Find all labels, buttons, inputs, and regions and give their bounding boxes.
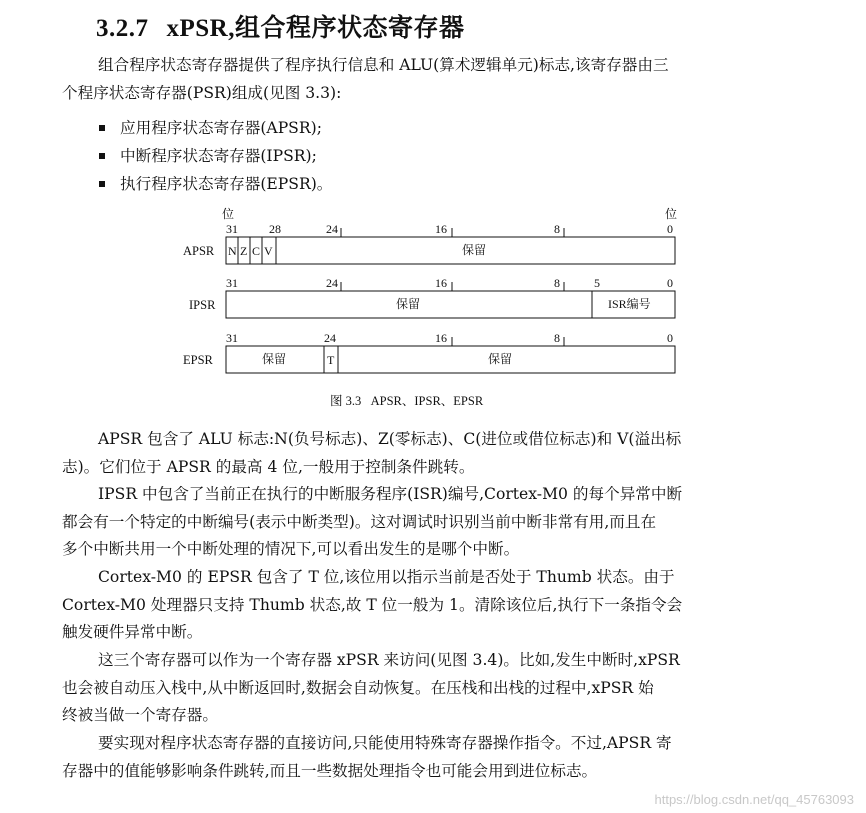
tick-label: 24 — [324, 331, 336, 345]
paragraph-line: 都会有一个特定的中断编号(表示中断类型)。这对调试时识别当前中断非常有用,而且在 — [62, 512, 657, 531]
section-heading — [96, 8, 464, 44]
paragraph-line: 多个中断共用一个中断处理的情况下,可以看出发生的是哪个中断。 — [62, 540, 520, 558]
bit-word-left: 位 — [222, 207, 235, 221]
paragraph-line: IPSR 中包含了当前正在执行的中断服务程序(ISR)编号,Cortex-M0 的每个异常中断 — [98, 485, 683, 503]
apsr-label: APSR — [183, 244, 215, 258]
tick-label: 31 — [226, 276, 238, 290]
list-item — [96, 170, 332, 198]
epsr-label: EPSR — [183, 353, 213, 367]
paragraph-line: APSR 包含了 ALU 标志:N(负号标志)、Z(零标志)、C(进位或借位标志)和 V(溢出标 — [98, 430, 682, 448]
ipsr-reserved: 保留 — [396, 297, 421, 311]
watermark: https://blog.csdn.net/qq_45763093 — [654, 792, 854, 807]
paragraph-xpsr — [62, 647, 802, 730]
bullet-square-icon — [99, 181, 105, 187]
bullet-square-icon — [99, 153, 105, 159]
tick-label: 24 — [326, 222, 338, 236]
intro-paragraph — [62, 52, 802, 107]
apsr-reserved: 保留 — [462, 243, 487, 257]
paragraph-line: Cortex-M0 处理器只支持 Thumb 状态,故 T 位一般为 1。清除该位后,执行下一条指令会 — [62, 595, 683, 614]
list-item-text: 执行程序状态寄存器(EPSR)。 — [120, 175, 333, 193]
tick-label: 31 — [226, 222, 238, 236]
paragraph-line: 志)。它们位于 APSR 的最高 4 位,一般用于控制条件跳转。 — [62, 457, 475, 476]
paragraph-line: 要实现对程序状态寄存器的直接访问,只能使用特殊寄存器操作指令。不过,APSR 寄 — [98, 734, 672, 752]
paragraph-line: 触发硬件异常中断。 — [62, 623, 203, 641]
flag-v: V — [264, 244, 273, 258]
paragraph-line: Cortex-M0 的 EPSR 包含了 T 位,该位用以指示当前是否处于 Thumb 状态。由于 — [98, 568, 675, 586]
list-item — [96, 114, 332, 142]
flag-n: N — [228, 244, 237, 258]
bullet-square-icon — [99, 125, 105, 131]
paragraph-access — [62, 730, 802, 785]
tick-label: 5 — [594, 276, 600, 290]
intro-line: 组合程序状态寄存器提供了程序执行信息和 ALU(算术逻辑单元)标志,该寄存器由三 — [98, 56, 669, 74]
tick-label: 24 — [326, 276, 338, 290]
list-item-text: 应用程序状态寄存器(APSR); — [120, 119, 322, 137]
apsr-register-box — [226, 237, 675, 264]
psr-figure — [170, 200, 690, 420]
epsr-reserved-left: 保留 — [262, 352, 287, 366]
tick-label: 28 — [269, 222, 281, 236]
register-list — [96, 114, 332, 198]
epsr-t-bit: T — [327, 353, 335, 367]
tick-label: 0 — [667, 331, 673, 345]
tick-label: 0 — [667, 222, 673, 236]
list-item-text: 中断程序状态寄存器(IPSR); — [120, 147, 317, 165]
figure-caption: 图 3.3 APSR、IPSR、EPSR — [330, 394, 484, 408]
bit-word-right: 位 — [665, 207, 678, 221]
paragraph-line: 这三个寄存器可以作为一个寄存器 xPSR 来访问(见图 3.4)。比如,发生中断时,xPSR — [98, 651, 680, 669]
tick-label: 16 — [435, 222, 447, 236]
tick-label: 8 — [554, 276, 560, 290]
paragraph-line: 也会被自动压入栈中,从中断返回时,数据会自动恢复。在压栈和出栈的过程中,xPSR 始 — [62, 678, 654, 697]
ipsr-isr-number: ISR编号 — [608, 297, 651, 311]
tick-label: 16 — [435, 276, 447, 290]
paragraph-ipsr — [62, 481, 802, 564]
tick-label: 16 — [435, 331, 447, 345]
ipsr-label: IPSR — [189, 298, 216, 312]
paragraph-line: 终被当做一个寄存器。 — [62, 706, 218, 724]
intro-line: 个程序状态寄存器(PSR)组成(见图 3.3): — [62, 83, 342, 102]
tick-label: 0 — [667, 276, 673, 290]
paragraph-apsr — [62, 426, 802, 481]
tick-label: 31 — [226, 331, 238, 345]
tick-label: 8 — [554, 222, 560, 236]
section-number: 3.2.7 — [96, 15, 149, 42]
paragraph-line: 存器中的值能够影响条件跳转,而且一些数据处理指令也可能会用到进位标志。 — [62, 761, 598, 780]
section-title: xPSR,组合程序状态寄存器 — [166, 15, 465, 42]
flag-z: Z — [240, 244, 248, 258]
flag-c: C — [252, 244, 261, 258]
list-item — [96, 142, 332, 170]
tick-label: 8 — [554, 331, 560, 345]
epsr-register-box — [226, 346, 675, 373]
paragraph-epsr — [62, 564, 802, 647]
psr-diagram — [170, 200, 690, 420]
epsr-reserved-right: 保留 — [488, 352, 513, 366]
